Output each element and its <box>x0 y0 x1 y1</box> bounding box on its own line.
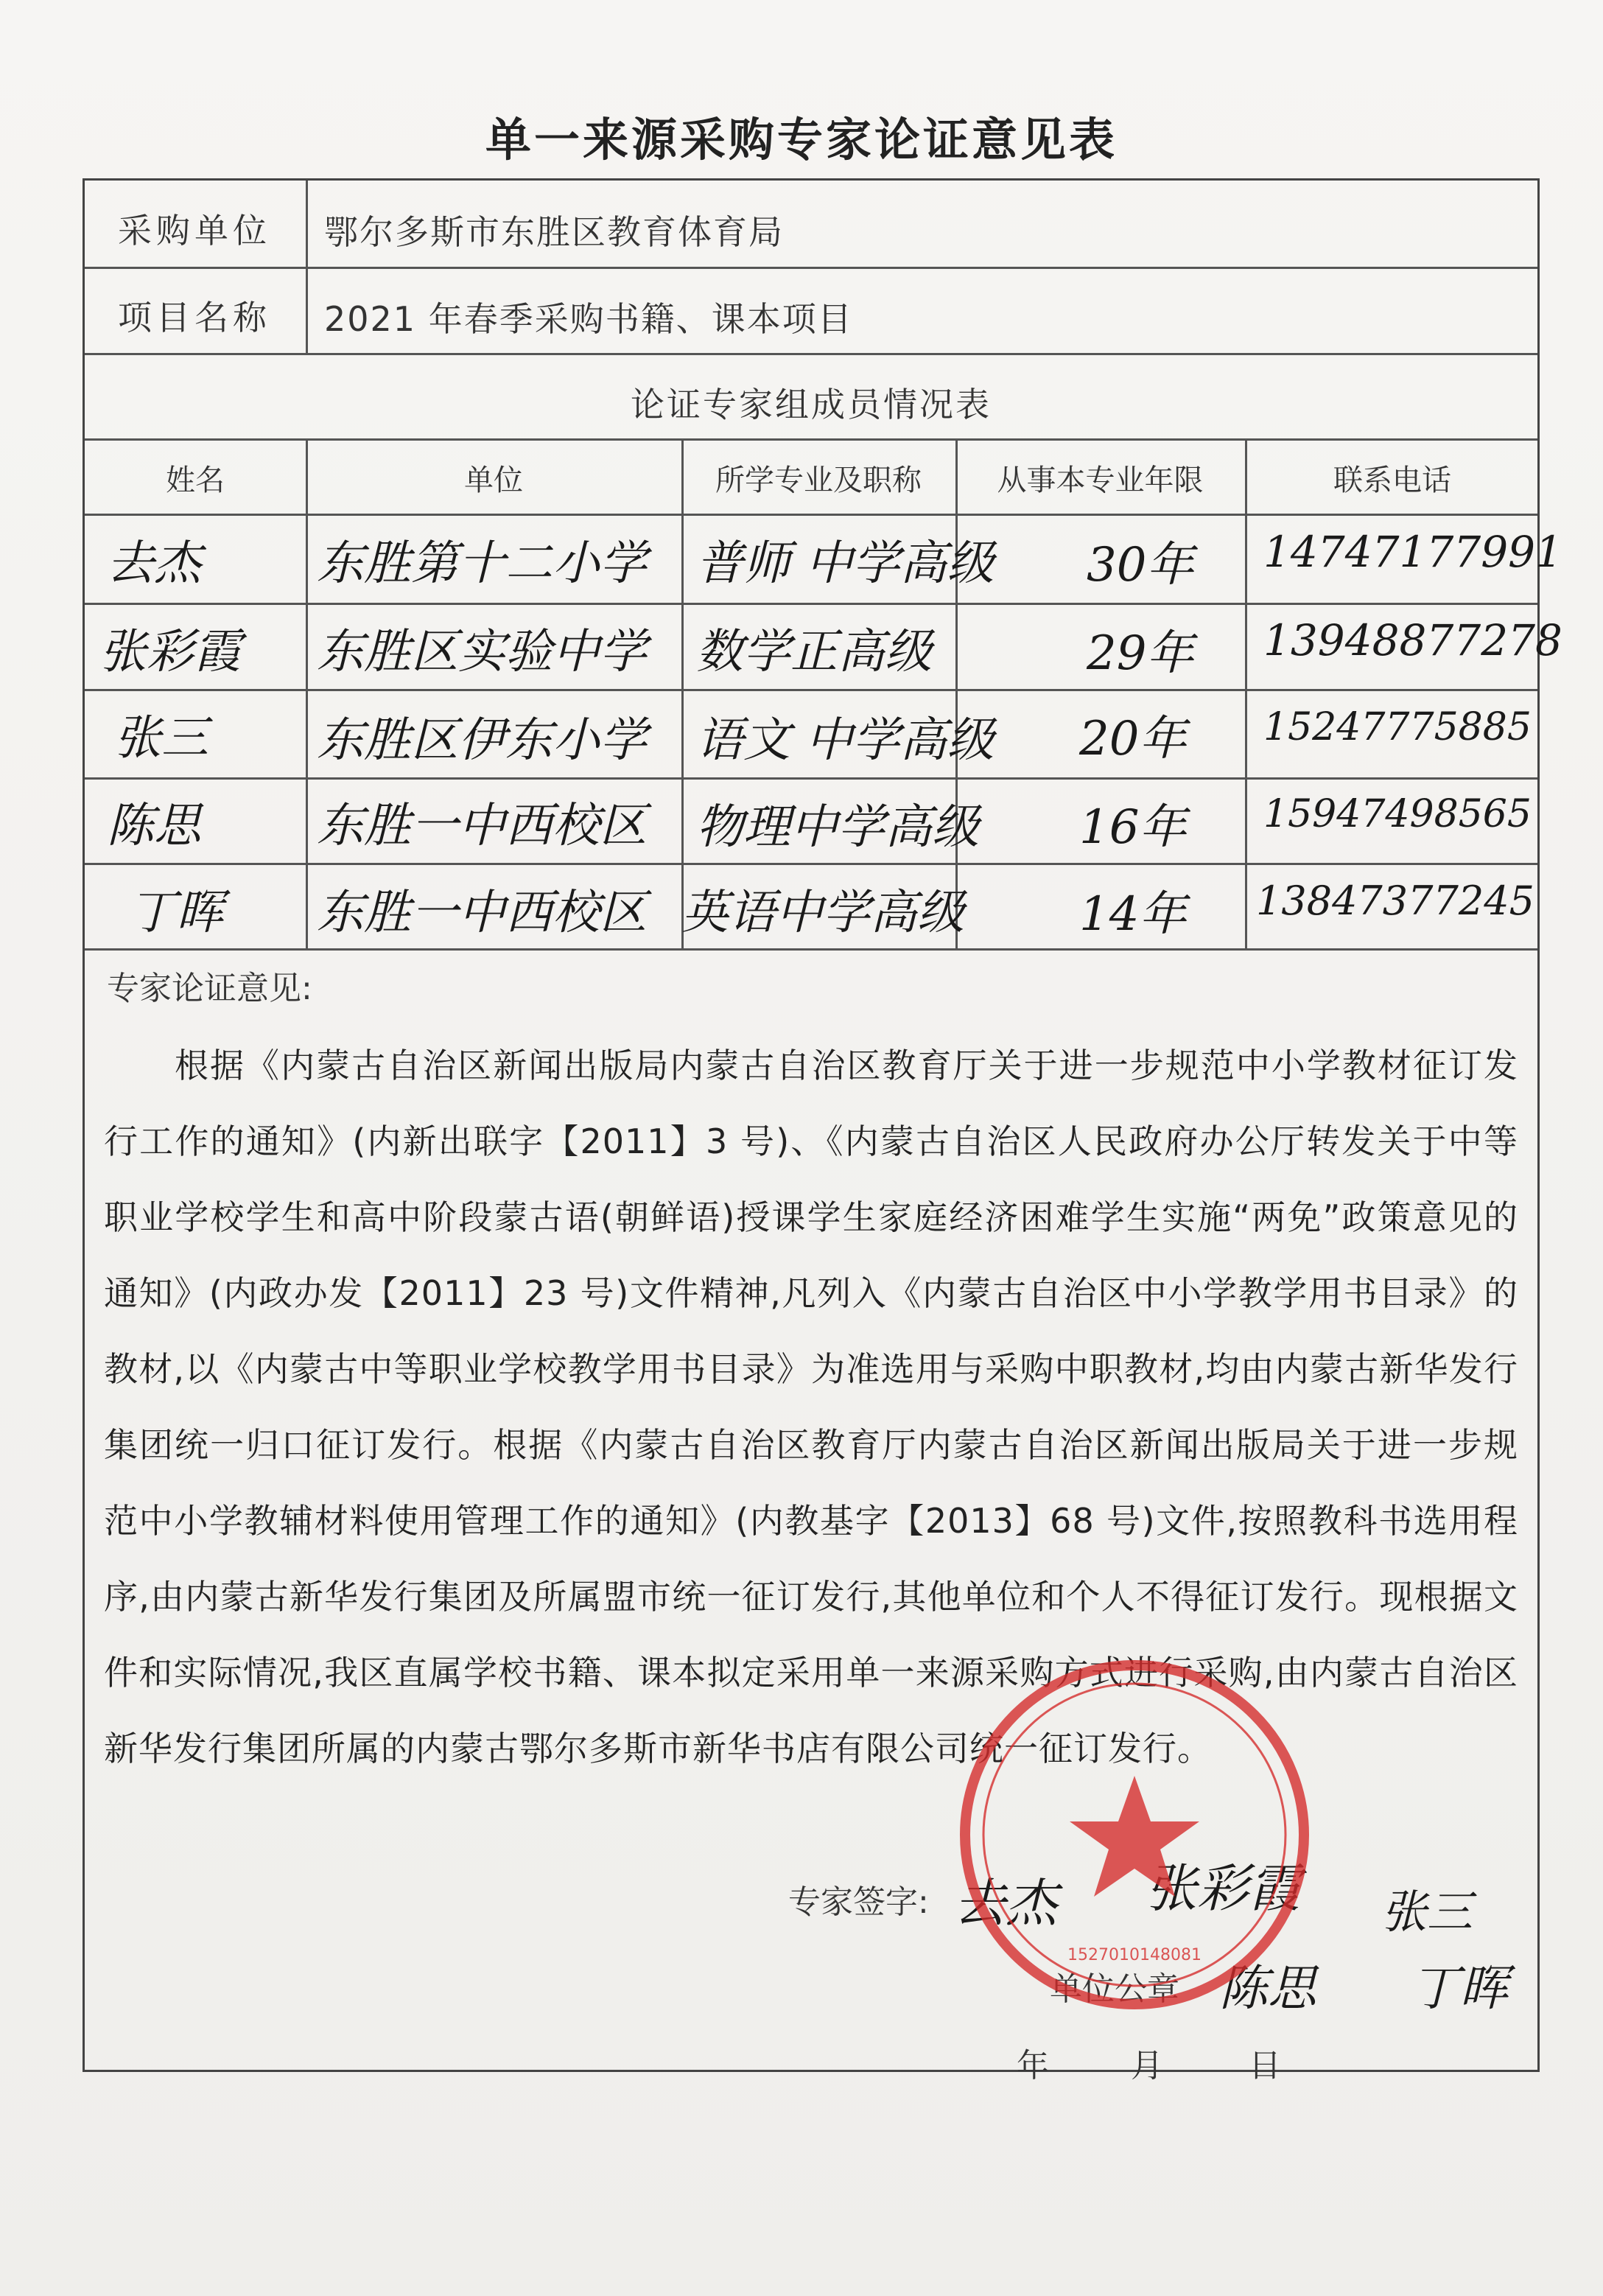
row-divider <box>85 514 1537 516</box>
column-header-name: 姓名 <box>166 463 225 497</box>
opinion-label: 专家论证意见: <box>107 970 312 1007</box>
date-year: 年 <box>1017 2047 1049 2085</box>
column-header-years: 从事本专业年限 <box>997 463 1204 497</box>
expert-phone: 15247775885 <box>1263 705 1532 749</box>
seal-number: 1527010148081 <box>1067 1946 1202 1964</box>
expert-unit: 东胜一中西校区 <box>317 886 647 940</box>
column-header-unit: 单位 <box>464 463 523 497</box>
row-divider <box>85 777 1537 780</box>
expert-name: 丁晖 <box>129 886 223 940</box>
column-divider <box>306 181 308 353</box>
signature: 去杰 <box>954 1873 1057 1933</box>
project-label: 项目名称 <box>118 298 271 337</box>
expert-unit: 东胜区伊东小学 <box>317 713 647 768</box>
expert-years: 14年 <box>1079 887 1187 942</box>
row-divider <box>85 603 1537 605</box>
signature-label: 专家签字: <box>788 1883 929 1921</box>
signature: 陈思 <box>1219 1960 1316 2017</box>
expert-major: 英语中学高级 <box>681 886 964 940</box>
row-divider <box>85 689 1537 691</box>
expert-opinion-form <box>83 178 1562 2085</box>
expert-name: 去杰 <box>107 536 201 591</box>
expert-years: 16年 <box>1079 800 1187 855</box>
official-seal <box>950 1651 1319 2019</box>
signature: 张彩霞 <box>1146 1858 1300 1919</box>
column-divider <box>955 438 958 948</box>
signature: 张三 <box>1381 1885 1473 1939</box>
seal-star-icon <box>1070 1776 1199 1897</box>
signature: 丁晖 <box>1411 1960 1508 2017</box>
column-header-phone: 联系电话 <box>1333 463 1451 497</box>
expert-unit: 东胜一中西校区 <box>317 799 647 853</box>
row-divider <box>85 948 1537 951</box>
expert-major: 语文 中学高级 <box>696 713 995 768</box>
panel-title: 论证专家组成员情况表 <box>631 385 992 424</box>
expert-unit: 东胜第十二小学 <box>317 536 647 591</box>
date-day: 日 <box>1249 2047 1281 2085</box>
expert-years: 30年 <box>1087 538 1194 592</box>
expert-name: 张彩霞 <box>99 625 241 679</box>
expert-phone: 13847377245 <box>1256 878 1534 924</box>
project-value: 2021 年春季采购书籍、课本项目 <box>324 299 853 339</box>
expert-major: 数学正高级 <box>696 625 932 679</box>
row-divider <box>85 353 1537 355</box>
expert-phone: 13948877278 <box>1263 615 1562 665</box>
row-divider <box>85 267 1537 269</box>
seal-label: 单位公章 <box>1050 1970 1179 2008</box>
date-month: 月 <box>1131 2047 1163 2085</box>
expert-name: 张三 <box>114 711 208 766</box>
column-divider <box>306 438 308 948</box>
expert-unit: 东胜区实验中学 <box>317 625 647 679</box>
column-divider <box>1245 438 1247 948</box>
row-divider <box>85 438 1537 441</box>
expert-years: 20年 <box>1079 712 1187 766</box>
row-divider <box>85 863 1537 865</box>
purchaser-value: 鄂尔多斯市东胜区教育体育局 <box>324 212 784 252</box>
expert-major: 物理中学高级 <box>696 800 979 855</box>
column-header-major: 所学专业及职称 <box>715 463 922 497</box>
opinion-text: 根据《内蒙古自治区新闻出版局内蒙古自治区教育厅关于进一步规范中小学教材征订发行工作的通知》(内新出联字【2011】3 号)、《内蒙古自治区人民政府办公厅转发关于中等职业学校学生和高中阶段蒙古语(朝鲜语)授课学生家庭经济困难学生实施“两免”政策意见的通知》(内政办发【2011】23 号)文件精神,凡列入《内蒙古自治区中小学教学用书目录》的教材,以《内蒙古中等职业学校教学用书目录》为准选用与采购中职教材,均由内蒙古新华发行集团统一归口征订发行。根据《内蒙古自治区教育厅内蒙古自治区新闻出版局关于进一步规范中小学教辅材料使用管理工作的通知》(内教基字【2013】68 号)文件,按照教科书选用程序,由内蒙古新华发行集团及所属盟市统一征订发行,其他单位和个人不得征订发行。现根据文件和实际情况,我区直属学校书籍、课本拟定采用单一来源采购方式进行采购,由内蒙古自治区新华发行集团所属的内蒙古鄂尔多斯市新华书店有限公司统一征订发行。 <box>104 1046 1518 1768</box>
expert-phone: 15947498565 <box>1263 792 1532 836</box>
expert-years: 29年 <box>1087 626 1194 681</box>
expert-major: 普师 中学高级 <box>696 536 995 591</box>
purchaser-label: 采购单位 <box>118 211 271 251</box>
expert-name: 陈思 <box>107 799 201 853</box>
document-title: 单一来源采购专家论证意见表 <box>485 113 1118 167</box>
column-divider <box>681 438 684 948</box>
expert-phone: 14747177991 <box>1263 527 1562 577</box>
